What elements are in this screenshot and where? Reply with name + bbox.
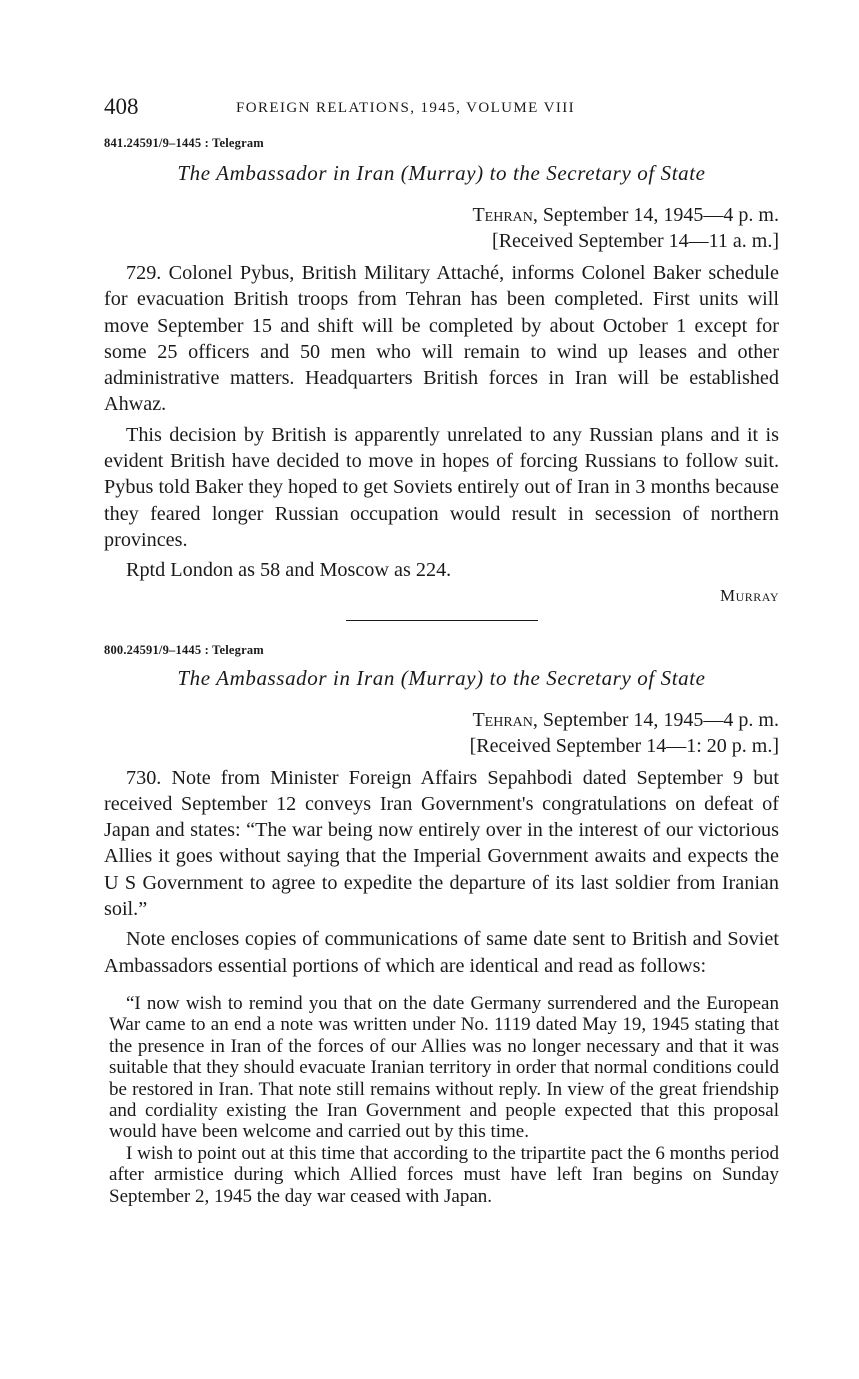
telegram-body [104,260,779,584]
dateline [104,202,779,254]
document-title: The Ambassador in Iran (Murray) to the Secretary of State [177,161,706,185]
telegram-body [104,765,779,979]
file-number: 800.24591/9–1445 : Telegram [104,642,264,657]
dateline-place: Tehran [472,204,533,226]
file-number: 841.24591/9–1445 : Telegram [104,136,264,150]
quoted-communication [104,993,779,1207]
document-title: The Ambassador in Iran (Murray) to the Secretary of State [177,665,706,690]
paragraph: 729. Colonel Pybus, British Military Attaché, informs Colonel Baker schedule for evacuation British troops from Tehran has been completed. First units will move September 15 and shift will be completed by about October 1 except for some 25 officers and 50 men who will remain to wind up leases and other administrative matters. Headquarters British forces in Iran will be established Ahwaz. [104,262,779,416]
paragraph: Note encloses copies of communications of same date sent to British and Soviet Ambassadors essential portions of which are identical and read as follows: [104,928,779,977]
telegram-729 [104,136,779,606]
dateline-sent: , September 14, 1945—4 p. m. [532,708,779,731]
page-number: 408 [104,94,139,119]
dateline-sent: , September 14, 1945—4 p. m. [532,204,779,226]
quoted-paragraph: I wish to point out at this time that according to the tripartite pact the 6 months period after armistice during which Allied forces must have left Iran begins on Sunday September 2, 1945 the day war ceased with Japan. [109,1142,779,1207]
sent-line [104,707,779,733]
telegram-730 [104,643,779,1207]
paragraph: This decision by British is apparently unrelated to any Russian plans and it is evident British have decided to move in hopes of forcing Russians to follow suit. Pybus told Baker they hoped to get Soviets entirely out of Iran in 3 months because they feared longer Russian occupation would result in secession of northern provinces. [104,423,779,551]
section-divider [346,620,538,621]
received-line: [Received September 14—11 a. m.] [492,230,779,252]
quoted-paragraph: “I now wish to remind you that on the date Germany surrendered and the European War came to an end a note was written under No. 1119 dated May 19, 1945 stating that the presence in Iran of the forces of our Allies was no longer necessary and that it was suitable that they should evacuate Iranian territory in order that normal conditions could be restored in Iran. That note still remains without reply. In view of the great friendship and cordiality existing the Iran Government and people expected that this proposal would have been welcome and carried out by this time. [109,992,779,1143]
running-title: FOREIGN RELATIONS, 1945, VOLUME VIII [236,100,576,116]
received-line: [Received September 14—1: 20 p. m.] [469,734,779,757]
paragraph: 730. Note from Minister Foreign Affairs Sepahbodi dated September 9 but received September 12 conveys Iran Government's congratulations on defeat of Japan and states: “The war being now entirely over in the interest of our victorious Allies it goes without saying that the Imperial Government awaits and expects the U S Government to agree to expedite the departure of its last soldier from Iranian soil.” [104,766,779,921]
dateline [104,707,779,759]
dateline-place: Tehran [472,708,533,731]
document-page [104,92,779,1207]
signature: Murray [719,585,779,605]
paragraph: Rptd London as 58 and Moscow as 224. [126,559,452,582]
running-head [104,92,779,126]
sent-line [104,202,779,228]
